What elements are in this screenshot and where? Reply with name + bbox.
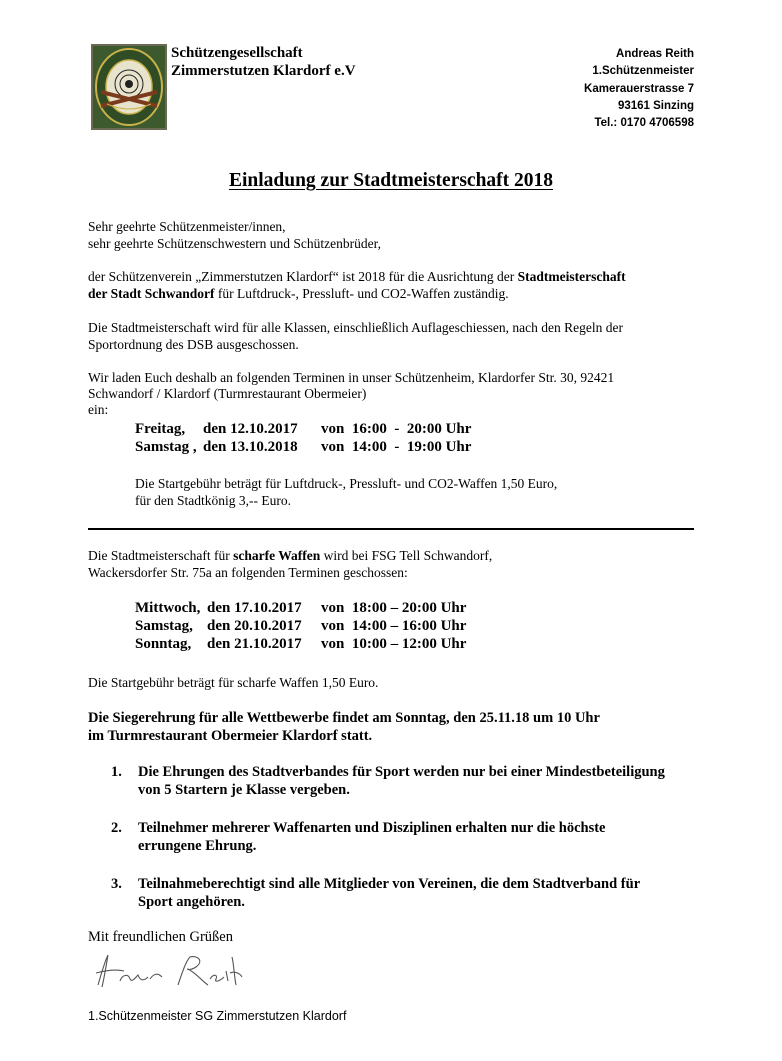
sharp-fee: Die Startgebühr beträgt für scharfe Waffen 1,50 Euro. <box>88 675 379 690</box>
org-line-2: Zimmerstutzen Klardorf e.V <box>171 63 356 79</box>
date-date: den 13.10.2018 <box>203 439 298 455</box>
list-text: Teilnahmeberechtigt sind alle Mitglieder von Vereinen, die dem Stadtverband für Sport angehören. <box>138 876 640 910</box>
invite-line-1: Wir laden Euch deshalb an folgenden Terminen in unser Schützenheim, Klardorfer Str. 30, 92421 <box>88 370 615 385</box>
date-time: von 18:00 – 20:00 Uhr <box>321 600 467 616</box>
air-fee-line-1: Die Startgebühr beträgt für Luftdruck-, Pressluft- und CO2-Waffen 1,50 Euro, <box>135 476 558 491</box>
organization-name <box>171 44 356 80</box>
invite-paragraph <box>88 370 614 418</box>
sender-block <box>584 46 694 132</box>
list-number: 1. <box>111 764 122 780</box>
section-divider <box>88 528 694 530</box>
ceremony-line-1: Die Siegerehrung für alle Wettbewerbe findet am Sonntag, den 25.11.18 um 10 Uhr <box>88 710 600 726</box>
date-date: den 21.10.2017 <box>207 636 302 652</box>
sharp-text-1: Die Stadtmeisterschaft für <box>88 548 234 563</box>
sender-role: 1.Schützenmeister <box>592 65 694 78</box>
greeting <box>88 218 381 252</box>
intro-paragraph <box>88 268 626 302</box>
date-time: von 10:00 – 12:00 Uhr <box>321 636 467 652</box>
date-day: Freitag, <box>135 421 186 437</box>
intro-bold-1: Stadtmeisterschaft <box>517 269 626 284</box>
document-title <box>0 170 782 192</box>
date-time: von 16:00 - 20:00 Uhr <box>321 421 472 437</box>
sharp-text-2: wird bei FSG Tell Schwandorf, <box>320 548 493 563</box>
sender-street: Kamerauerstrasse 7 <box>584 82 694 95</box>
date-date: den 17.10.2017 <box>207 600 302 616</box>
date-row <box>135 617 466 635</box>
list-item <box>111 763 671 799</box>
rules-line-1: Die Stadtmeisterschaft wird für alle Klassen, einschließlich Auflageschiessen, nach den Regeln der <box>88 320 623 335</box>
list-text: Die Ehrungen des Stadtverbandes für Sport werden nur bei einer Mindestbeteiligung von 5 Startern je Klasse vergeben. <box>138 764 665 798</box>
conditions-list <box>111 763 671 911</box>
intro-text-2: für Luftdruck-, Pressluft- und CO2-Waffen zuständig. <box>214 286 509 301</box>
sharp-weapons-paragraph <box>88 547 492 581</box>
date-date: den 12.10.2017 <box>203 421 298 437</box>
date-row <box>135 635 466 653</box>
list-item <box>111 875 671 911</box>
list-number: 3. <box>111 876 122 892</box>
date-date: den 20.10.2017 <box>207 618 302 634</box>
invite-line-3: ein: <box>88 402 109 417</box>
date-day: Sonntag, <box>135 636 192 652</box>
greeting-line-1: Sehr geehrte Schützenmeister/innen, <box>88 219 286 234</box>
ceremony-line-2: im Turmrestaurant Obermeier Klardorf statt. <box>88 728 373 744</box>
sharp-weapon-dates <box>135 599 466 653</box>
air-fee-line-2: für den Stadtkönig 3,-- Euro. <box>135 493 291 508</box>
date-row <box>135 599 466 617</box>
air-weapon-dates <box>135 420 471 456</box>
handwritten-signature-icon <box>92 951 252 991</box>
date-day: Samstag , <box>135 439 197 455</box>
air-fee <box>135 475 557 509</box>
date-time: von 14:00 - 19:00 Uhr <box>321 439 472 455</box>
date-day: Mittwoch, <box>135 600 201 616</box>
greeting-line-2: sehr geehrte Schützenschwestern und Schützenbrüder, <box>88 236 381 251</box>
date-row <box>135 420 471 438</box>
date-row <box>135 438 471 456</box>
sharp-bold: scharfe Waffen <box>233 548 321 563</box>
date-day: Samstag, <box>135 618 193 634</box>
sender-city: 93161 Sinzing <box>617 99 694 112</box>
closing-greeting: Mit freundlichen Grüßen <box>88 929 233 945</box>
ceremony-notice <box>88 709 600 745</box>
club-seal-icon <box>91 44 167 130</box>
footer-signatory: 1.Schützenmeister SG Zimmerstutzen Klardorf <box>88 1009 347 1023</box>
intro-text-1: der Schützenverein „Zimmerstutzen Klardorf“ ist 2018 für die Ausrichtung der <box>88 269 518 284</box>
list-number: 2. <box>111 820 122 836</box>
sharp-line-2: Wackersdorfer Str. 75a an folgenden Terminen geschossen: <box>88 565 408 580</box>
sender-phone: Tel.: 0170 4706598 <box>594 117 694 130</box>
org-line-1: Schützengesellschaft <box>171 45 303 61</box>
title-text: Einladung zur Stadtmeisterschaft 2018 <box>228 170 554 191</box>
date-time: von 14:00 – 16:00 Uhr <box>321 618 467 634</box>
rules-paragraph <box>88 319 623 353</box>
list-item <box>111 819 671 855</box>
list-text: Teilnehmer mehrerer Waffenarten und Disziplinen erhalten nur die höchste errungene Ehrung. <box>138 820 606 854</box>
rules-line-2: Sportordnung des DSB ausgeschossen. <box>88 337 299 352</box>
invite-line-2: Schwandorf / Klardorf (Turmrestaurant Obermeier) <box>88 386 367 401</box>
sender-name: Andreas Reith <box>616 48 694 60</box>
intro-bold-2: der Stadt Schwandorf <box>88 286 215 301</box>
